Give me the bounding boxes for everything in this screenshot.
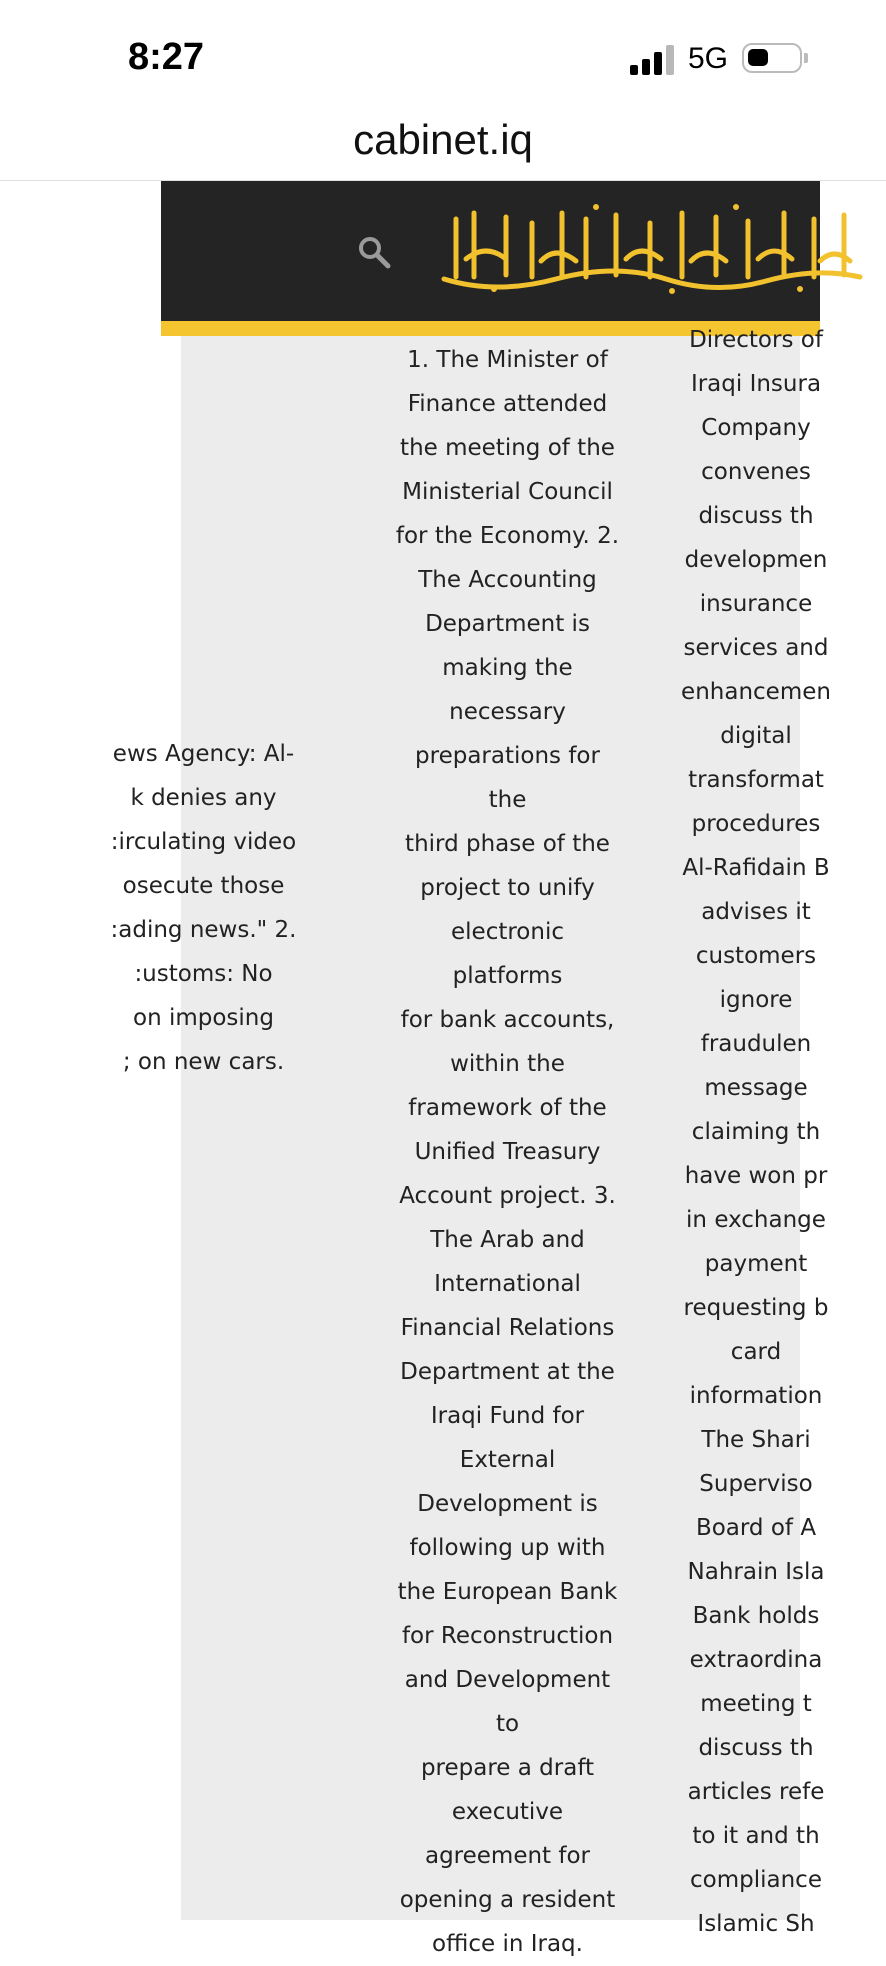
search-icon[interactable] (357, 235, 391, 269)
site-logo[interactable] (436, 199, 866, 297)
news-column-left[interactable] (110, 732, 381, 1092)
battery-icon (742, 43, 802, 73)
status-time: 8:27 (128, 36, 205, 78)
url-text[interactable]: cabinet.iq (353, 116, 533, 163)
news-text-right: Directors of Iraqi Insura Company convenes discuss th developmen insurance services and enhancemen digital transformat procedures Al-Rafidain B advises it customers ignore fraudulen message claiming th have won pr in exchange payment requesting b card information The Shari Superviso Board of A Nahrain Isla Bank holds extraordina meeting t discuss th articles refe to it and th compliance Islamic Sh (681, 327, 831, 1937)
network-type: 5G (688, 42, 729, 75)
site-header (161, 181, 820, 321)
news-column-right[interactable] (661, 318, 831, 1937)
news-text-left: ews Agency: Al- k denies any :irculating video osecute those :ading news." 2. :ustoms: No on imposing ; on new cars. (110, 741, 297, 1075)
signal-icon (630, 45, 676, 75)
status-bar (0, 0, 886, 110)
news-column-middle[interactable]: 1. The Minister of Finance attended the meeting of the Ministerial Council for the Economy. 2. The Accounting Department is making the necessary preparations for the third phase of the project to unify electronic platforms for bank accounts, within the framework of the Unified Treasury Account project. 3. The Arab and International Financial Relations Department at the Iraqi Fund for External Development is following up with the European Bank for Reconstruction and Development to prepare a draft executive agreement for opening a resident office in Iraq. (395, 347, 620, 1957)
address-bar[interactable] (0, 110, 886, 181)
